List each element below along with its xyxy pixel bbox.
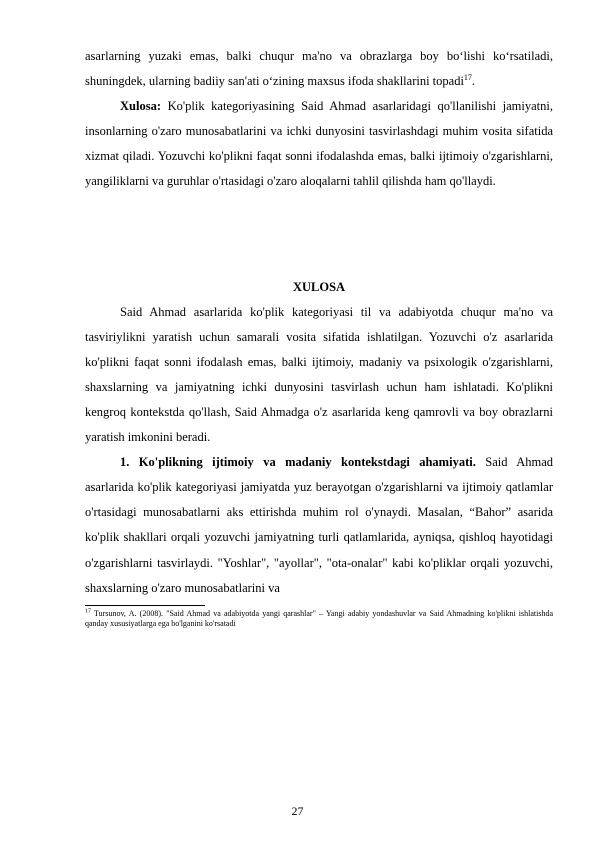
footnote-reference[interactable]: 17 — [463, 72, 472, 82]
subsection-heading: 1. Ko'plikning ijtimoiy va madaniy kontekstdagi ahamiyati. — [120, 455, 476, 470]
document-page — [85, 44, 553, 629]
paragraph-continuation: asarlarning yuzaki emas, balki chuqur ma'no va obrazlarga boy bo‘lishi ko‘rsatiladi, shuningdek, ularning badiiy san'ati o‘zining maxsus ifoda shakllarini topadi$^{17}$. — [85, 49, 553, 89]
conclusion-paragraph: Said Ahmad asarlarida ko'plik kategoriyasi til va adabiyotda chuqur ma'no va tasviriylikni yaratish uchun samarali vosita sifatida ishlatilgan. Yozuvchi o'z asarlarida ko'plikni faqat sonni ifodalash emas, balki ijtimoiy, madaniy va psixologik o'zgarishlarni, shaxslarning va jamiyatning ichki dunyosini tasvirlash uchun ham ishlatadi. Ko'plikni kengroq kontekstda qo'llash, Said Ahmadga o'z asarlarida keng qamrovli va boy obrazlarni yaratish imkonini beradi. — [85, 304, 553, 445]
footnote-number: 17 — [85, 608, 91, 615]
subsection-paragraph: 1. Ko'plikning ijtimoiy va madaniy kontekstdagi ahamiyati. Said Ahmad asarlarida ko'plik kategoriyasi jamiyatda yuz berayotgan o'zgarishlarni va ijtimoiy qatlamlar o'rtasidagi munosabatlarni aks ettirishda muhim rol o'ynaydi. Masalan, “Bahor” asarida ko'plik shakllari orqali yozuvchi jamiyatning turli qatlamlarida, ayniqsa, qishloq hayotidagi o'zgarishlarni tasvirlaydi. "Yoshlar", "ayollar", "ota-onalar" kabi ko'pliklar orqali yozuvchi, shaxslarning o'zaro munosabatlarini va — [85, 455, 553, 595]
page-number: 27 — [291, 804, 304, 818]
xulosa-paragraph: Xulosa: Ko'plik kategoriyasining Said Ahmad asarlaridagi qo'llanilishi jamiyatni, insonlarning o'zaro munosabatlarini va ichki dunyosini tasvirlashdagi muhim vosita sifatida xizmat qiladi. Yozuvchi ko'plikni faqat sonni ifodalashda emas, balki ijtimoiy o'zgarishlarni, yangiliklarni va guruhlar o'rtasidagi o'zaro aloqalarni tahlil qilishda ham qo'llaydi. — [85, 99, 553, 189]
section-heading: XULOSA — [292, 279, 346, 294]
footnote: $^{17}$ Tursunov, A. (2008). "Said Ahmad va adabiyotda yangi qarashlar" – Yangi adabiy yondashuvlar va Said Ahmadning ko'plikni ishlatishda qanday xususiyatlarga ega bo'lganini ko'rsatadi — [85, 608, 553, 628]
xulosa-label: Xulosa: — [120, 99, 161, 114]
footnote-divider — [85, 605, 205, 606]
